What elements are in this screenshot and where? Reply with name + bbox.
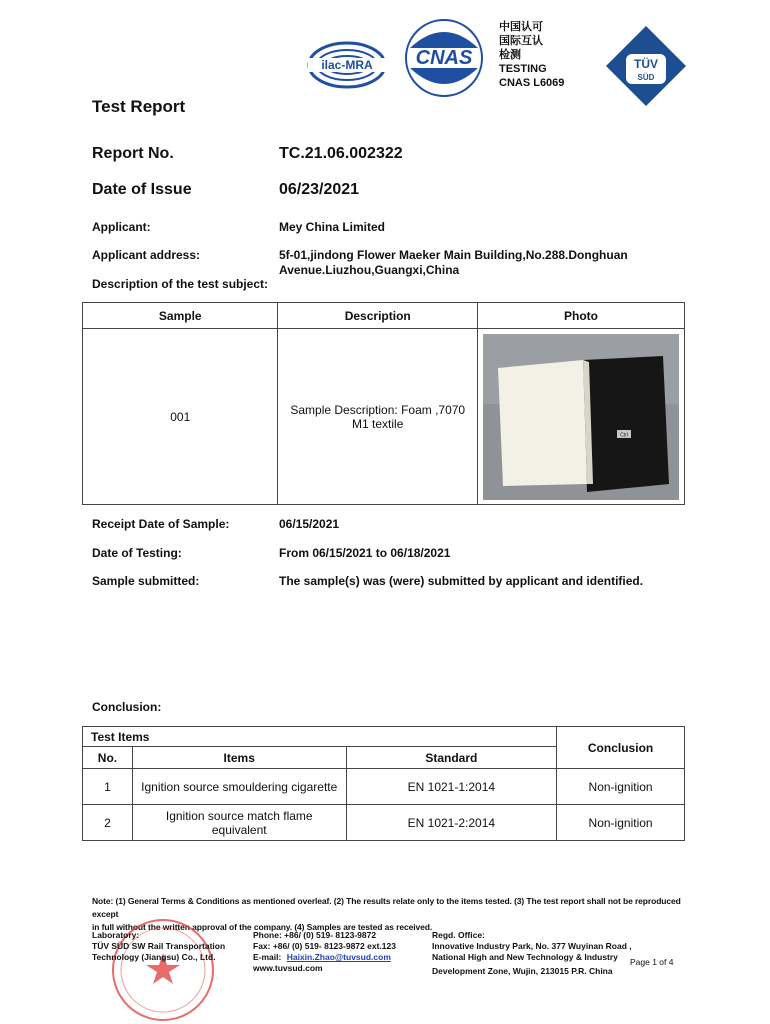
table-row (83, 329, 685, 505)
phone-text: Phone: +86/ (0) 519- 8123-9872 (253, 930, 377, 940)
table-row (83, 805, 685, 841)
sample-photo (478, 329, 685, 505)
date-of-issue-label: Date of Issue (92, 181, 192, 198)
report-no-label: Report No. (92, 145, 174, 162)
description-line: Sample Description: Foam ,7070 (290, 402, 466, 417)
date-of-testing-value: From 06/15/2021 to 06/18/2021 (279, 546, 451, 560)
lab-line: Laboratory: (92, 930, 140, 940)
description-header: Description (278, 303, 478, 329)
conclusion-label: Conclusion: (92, 700, 162, 714)
regd-line: Innovative Industry Park, No. 377 Wuyinan Road , (432, 941, 632, 951)
address-line: Avenue.Liuzhou,Guangxi,China (279, 263, 460, 277)
fax-text: Fax: +86/ (0) 519- 8123-9872 ext.123 (253, 941, 396, 951)
sample-table (82, 302, 685, 505)
website-link[interactable]: www.tuvsud.com (253, 963, 323, 973)
sample-header: Sample (83, 303, 278, 329)
email-link[interactable]: Haixin.Zhao@tuvsud.com (286, 952, 391, 962)
svg-text:TÜV: TÜV (634, 57, 658, 71)
email-row (253, 952, 396, 963)
row-conclusion: Non-ignition (557, 769, 685, 805)
applicant-label: Applicant: (92, 220, 151, 234)
note-line: in full without the written approval of the company. (4) Samples are tested as received. (92, 922, 433, 932)
row-conclusion: Non-ignition (557, 805, 685, 841)
sample-photo-image (483, 334, 679, 500)
footer-regd-office (432, 930, 632, 977)
email-label: E-mail: (253, 952, 282, 962)
lab-line: TÜV SÜD SW Rail Transportation (92, 941, 226, 951)
footer-contact (253, 930, 396, 974)
svg-text:CNAS: CNAS (415, 47, 473, 69)
row-no: 2 (83, 805, 133, 841)
page-number: Page 1 of 4 (630, 957, 674, 967)
cnas-text-line: 中国认可 (499, 21, 543, 33)
regd-line: Development Zone, Wujin, 213015 P.R. China (432, 966, 613, 976)
conclusion-header: Conclusion (557, 727, 685, 769)
table-row (83, 769, 685, 805)
cnas-logo (398, 18, 490, 98)
description-line: M1 textile (352, 416, 404, 431)
svg-text:ilac-MRA: ilac-MRA (321, 58, 373, 72)
ilac-mra-logo (300, 30, 395, 100)
test-items-table (82, 726, 685, 841)
lab-line: Technology (Jiangsu) Co., Ltd. (92, 952, 216, 962)
regd-line: National High and New Technology & Industry (432, 952, 618, 962)
table-header-row (83, 303, 685, 329)
test-items-header: Test Items (83, 727, 557, 747)
sample-description (278, 329, 478, 505)
applicant-value: Mey China Limited (279, 220, 386, 234)
report-no-value: TC.21.06.002322 (279, 145, 403, 162)
receipt-date-label: Receipt Date of Sample: (92, 517, 230, 531)
page-title: Test Report (92, 97, 186, 116)
regd-line: Regd. Office: (432, 930, 485, 940)
applicant-address-value (279, 248, 628, 278)
address-line: 5f-01,jindong Flower Maeker Main Building,No.288.Donghuan (279, 248, 628, 262)
sample-submitted-label: Sample submitted: (92, 574, 200, 588)
applicant-address-label: Applicant address: (92, 248, 201, 262)
sample-submitted-value: The sample(s) was (were) submitted by applicant and identified. (279, 574, 644, 588)
row-standard: EN 1021-1:2014 (346, 769, 557, 805)
footer-laboratory (92, 930, 225, 963)
row-standard: EN 1021-2:2014 (346, 805, 557, 841)
date-of-issue-value: 06/23/2021 (279, 181, 360, 198)
cnas-text-line: CNAS L6069 (499, 77, 565, 89)
receipt-date-value: 06/15/2021 (279, 517, 340, 531)
photo-header: Photo (478, 303, 685, 329)
items-header: Items (132, 747, 346, 769)
item-line: equivalent (211, 822, 267, 837)
row-item: Ignition source smouldering cigarette (132, 769, 346, 805)
sample-id: 001 (83, 329, 278, 505)
row-no: 1 (83, 769, 133, 805)
no-header: No. (83, 747, 133, 769)
cnas-text-line: 检测 (499, 49, 521, 61)
table-header-row (83, 727, 685, 747)
note-line: Note: (1) General Terms & Conditions as mentioned overleaf. (2) The results relate only to the items tested. (3) The test report shall not be reproduced except (92, 896, 681, 919)
standard-header: Standard (346, 747, 557, 769)
description-label: Description of the test subject: (92, 277, 269, 291)
cnas-text-line: TESTING (499, 63, 547, 75)
date-of-testing-label: Date of Testing: (92, 546, 182, 560)
svg-text:Ctrl: Ctrl (620, 432, 628, 438)
cnas-accreditation-text (499, 20, 564, 90)
cnas-text-line: 国际互认 (499, 35, 543, 47)
svg-text:SÜD: SÜD (637, 73, 655, 82)
tuv-sud-logo (604, 24, 688, 108)
row-item (132, 805, 346, 841)
item-line: Ignition source match flame (165, 808, 313, 823)
